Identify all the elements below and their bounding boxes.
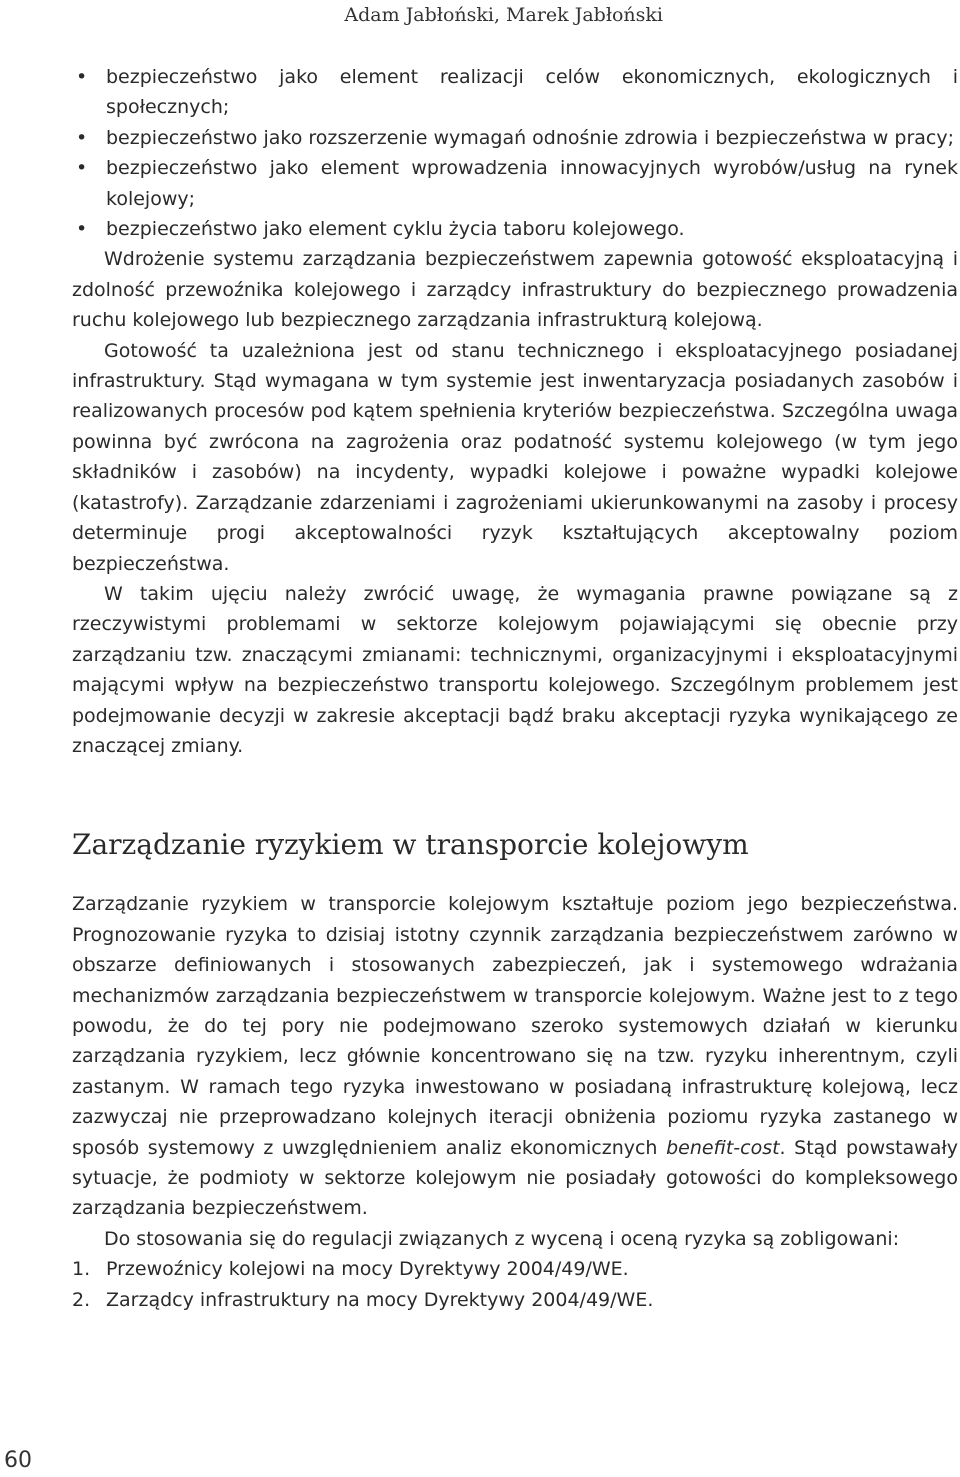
section-paragraph: Do stosowania się do regulacji związanych z wyceną i oceną ryzyka są zobligowani: bbox=[104, 1227, 900, 1250]
numbered-item bbox=[72, 1254, 958, 1284]
item-number: 1. bbox=[72, 1258, 91, 1281]
page-content bbox=[72, 62, 958, 1315]
section-paragraph bbox=[72, 889, 958, 1223]
item-number: 2. bbox=[72, 1288, 91, 1311]
italic-term: benefit-cost bbox=[666, 1136, 780, 1159]
item-text: Przewoźnicy kolejowi na mocy Dyrektywy 2004/49/WE. bbox=[106, 1258, 629, 1281]
bullet-list bbox=[72, 62, 958, 244]
paragraph-text: Zarządzanie ryzykiem w transporcie kolejowym kształtuje poziom jego bezpieczeństwa. Prognozowanie ryzyka to dzisiaj istotny czynnik zarządzania bezpieczeństwem zarówno w obszarze definiowanych i stosowanych zabezpieczeń, jak i systemowego wdrażania mechanizmów zarządzania bezpieczeństwem w transporcie kolejowym. Ważne jest to z tego powodu, że do tej pory nie podejmowano szeroko systemowych działań w kierunku zarządzania ryzykiem, lecz głównie koncentrowano się na tzw. ryzyku inherentnym, czyli zastanym. W ramach tego ryzyka inwestowano w posiadaną infrastrukturę kolejową, lecz zazwyczaj nie przeprowadzano kolejnych iteracji obniżenia poziomu ryzyka zastanego w sposób systemowy z uwzględnieniem analiz ekonomicznych bbox=[72, 893, 958, 1159]
item-text: Zarządcy infrastruktury na mocy Dyrektywy 2004/49/WE. bbox=[106, 1288, 654, 1311]
paragraph-text: . Stąd powstawały sytuacje, że podmioty w sektorze kolejowym nie posiadały gotowości do kompleksowego zarządzania bezpieczeństwem. bbox=[72, 1136, 959, 1220]
body-paragraph: Gotowość ta uzależniona jest od stanu technicznego i eksploatacyjnego posiadanej infrastruktury. Stąd wymagana w tym systemie jest inwentaryzacja posiadanych zasobów i realizowanych procesów pod kątem spełnienia kryteriów bezpieczeństwa. Szczególna uwaga powinna być zwrócona na zagrożenia oraz podatność systemu kolejowego (w tym jego składników i zasobów) na incydenty, wypadki kolejowe i poważne wypadki kolejowe (katastrofy). Zarządzanie zdarzeniami i zagrożeniami ukierunkowanymi na zasoby i procesy determinuje progi akceptowalności ryzyk kształtujących akceptowalny poziom bezpieczeństwa. bbox=[72, 339, 958, 575]
bullet-item: • bezpieczeństwo jako rozszerzenie wymagań odnośnie zdrowia i bezpieczeństwa w pracy; bbox=[72, 123, 958, 153]
numbered-item bbox=[72, 1285, 958, 1315]
body-paragraph: Wdrożenie systemu zarządzania bezpieczeństwem zapewnia gotowość eksploatacyjną i zdolność przewoźnika kolejowego i zarządcy infrastruktury do bezpiecznego prowadzenia ruchu kolejowego lub bezpiecznego zarządzania infrastrukturą kolejową. bbox=[72, 248, 958, 332]
numbered-list bbox=[72, 1254, 958, 1315]
bullet-item: • bezpieczeństwo jako element wprowadzenia innowacyjnych wyrobów/usług na rynek kolejowy; bbox=[72, 153, 958, 214]
bullet-item: • bezpieczeństwo jako element cyklu życia taboru kolejowego. bbox=[72, 214, 958, 244]
body-paragraph: W takim ujęciu należy zwrócić uwagę, że wymagania prawne powiązane są z rzeczywistymi problemami w sektorze kolejowym pojawiającymi się obecnie przy zarządzaniu tzw. znaczącymi zmianami: technicznymi, organizacyjnymi i eksploatacyjnymi mającymi wpływ na bezpieczeństwo transportu kolejowego. Szczególnym problemem jest podejmowanie decyzji w zakresie akceptacji bądź braku akceptacji ryzyka wynikającego ze znaczącej zmiany. bbox=[72, 582, 958, 757]
page-number: 60 bbox=[4, 1448, 32, 1473]
section-heading: Zarządzanie ryzykiem w transporcie kolejowym bbox=[72, 828, 749, 862]
bullet-item: • bezpieczeństwo jako element realizacji celów ekonomicznych, ekologicznych i społecznych; bbox=[72, 62, 958, 123]
running-head: Adam Jabłoński, Marek Jabłoński bbox=[344, 4, 663, 26]
